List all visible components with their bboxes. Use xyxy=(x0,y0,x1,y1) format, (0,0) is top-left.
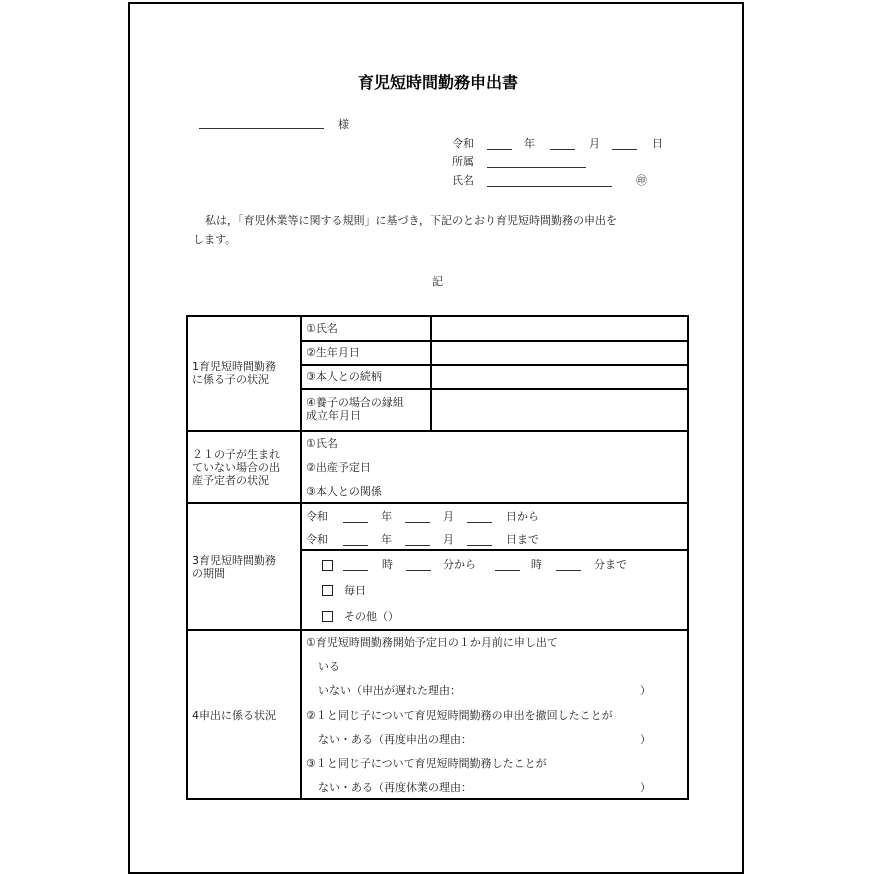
period-from-year-field[interactable] xyxy=(343,522,368,523)
date-month-label: 月 xyxy=(589,137,600,150)
date-month-field[interactable] xyxy=(550,149,575,150)
child-relation-field[interactable] xyxy=(434,367,686,387)
period-to-year-label: 年 xyxy=(381,533,392,546)
q1-close-paren: ） xyxy=(640,684,651,697)
section3-label-line1: 3育児短時間勤務 xyxy=(192,554,276,567)
period-from-suffix: 日から xyxy=(506,510,539,523)
other-option-label: その他（） xyxy=(344,610,399,623)
daily-option-checkbox[interactable] xyxy=(322,585,333,596)
intro-line-1: 私は，「育児休業等に関する規則」に基づき，下記のとおり育児短時間勤務の申出を xyxy=(205,214,618,227)
period-to-year-field[interactable] xyxy=(343,545,368,546)
due-date-label: ②出産予定日 xyxy=(306,461,371,474)
period-to-suffix: 日まで xyxy=(506,533,539,546)
intro-line-2: します。 xyxy=(193,233,237,246)
section3-label-line2: の期間 xyxy=(192,567,225,580)
section4-label: 4申出に係る状況 xyxy=(192,709,276,722)
expectant-relation-label: ③本人との関係 xyxy=(306,485,382,498)
child-birthdate-label: ②生年月日 xyxy=(306,346,360,359)
start-hour-label: 時 xyxy=(382,558,393,571)
q2-close-paren: ） xyxy=(640,733,651,746)
affiliation-label: 所属 xyxy=(452,155,474,168)
start-minute-field[interactable] xyxy=(406,570,431,571)
affiliation-field[interactable] xyxy=(487,167,586,168)
q1-yes-option[interactable]: いる xyxy=(318,660,340,673)
start-hour-field[interactable] xyxy=(343,570,368,571)
adoption-date-field[interactable] xyxy=(434,391,686,429)
child-birthdate-field[interactable] xyxy=(434,343,686,363)
applicant-name-field[interactable] xyxy=(487,186,612,187)
q2-answer[interactable]: ない・ある（再度申出の理由： xyxy=(318,733,472,746)
date-year-label: 年 xyxy=(524,137,535,150)
ki-heading: 記 xyxy=(432,275,443,288)
period-from-month-label: 月 xyxy=(443,510,454,523)
period-to-era: 令和 xyxy=(306,533,328,546)
daily-option-label: 毎日 xyxy=(344,584,366,597)
end-minute-field[interactable] xyxy=(556,570,581,571)
document-title: 育児短時間勤務申出書 xyxy=(357,73,518,92)
period-from-era: 令和 xyxy=(306,510,328,523)
start-minute-label: 分から xyxy=(443,558,476,571)
date-day-field[interactable] xyxy=(612,149,637,150)
period-to-month-field[interactable] xyxy=(405,545,430,546)
section1-label-line1: 1育児短時間勤務 xyxy=(192,360,276,373)
period-from-day-field[interactable] xyxy=(467,522,492,523)
addressee-suffix: 様 xyxy=(338,118,349,131)
date-day-label: 日 xyxy=(652,137,663,150)
date-year-field[interactable] xyxy=(487,149,512,150)
child-name-field[interactable] xyxy=(434,318,686,339)
adoption-date-label-line1: ④養子の場合の縁組 xyxy=(306,396,404,409)
period-from-year-label: 年 xyxy=(381,510,392,523)
date-era: 令和 xyxy=(452,137,474,150)
child-name-label: ①氏名 xyxy=(306,322,338,335)
q3-answer[interactable]: ない・ある（再度休業の理由： xyxy=(318,781,472,794)
q2-text: ②１と同じ子について育児短時間勤務の申出を撤回したことが xyxy=(306,709,613,722)
section2-label-line1: ２１の子が生まれ xyxy=(192,448,280,461)
q1-text: ①育児短時間勤務開始予定日の１か月前に申し出て xyxy=(306,636,558,649)
expectant-name-label: ①氏名 xyxy=(306,437,338,450)
child-relation-label: ③本人との続柄 xyxy=(306,370,382,383)
end-hour-field[interactable] xyxy=(495,570,520,571)
adoption-date-label-line2: 成立年月日 xyxy=(306,409,361,422)
seal-mark: ㊞ xyxy=(636,174,647,187)
period-from-month-field[interactable] xyxy=(405,522,430,523)
time-option-checkbox[interactable] xyxy=(322,560,333,571)
section2-label-line3: 産予定者の状況 xyxy=(192,474,269,487)
applicant-name-label: 氏名 xyxy=(452,174,474,187)
q3-text: ③１と同じ子について育児短時間勤務したことが xyxy=(306,757,547,770)
period-to-day-field[interactable] xyxy=(467,545,492,546)
section2-label-line2: ていない場合の出 xyxy=(192,461,280,474)
section1-label-line2: に係る子の状況 xyxy=(192,373,269,386)
q3-close-paren: ） xyxy=(640,781,651,794)
other-option-checkbox[interactable] xyxy=(322,611,333,622)
q1-no-option[interactable]: いない（申出が遅れた理由： xyxy=(318,684,461,697)
end-minute-label: 分まで xyxy=(594,558,627,571)
period-to-month-label: 月 xyxy=(443,533,454,546)
end-hour-label: 時 xyxy=(531,558,542,571)
addressee-field[interactable] xyxy=(199,128,324,129)
